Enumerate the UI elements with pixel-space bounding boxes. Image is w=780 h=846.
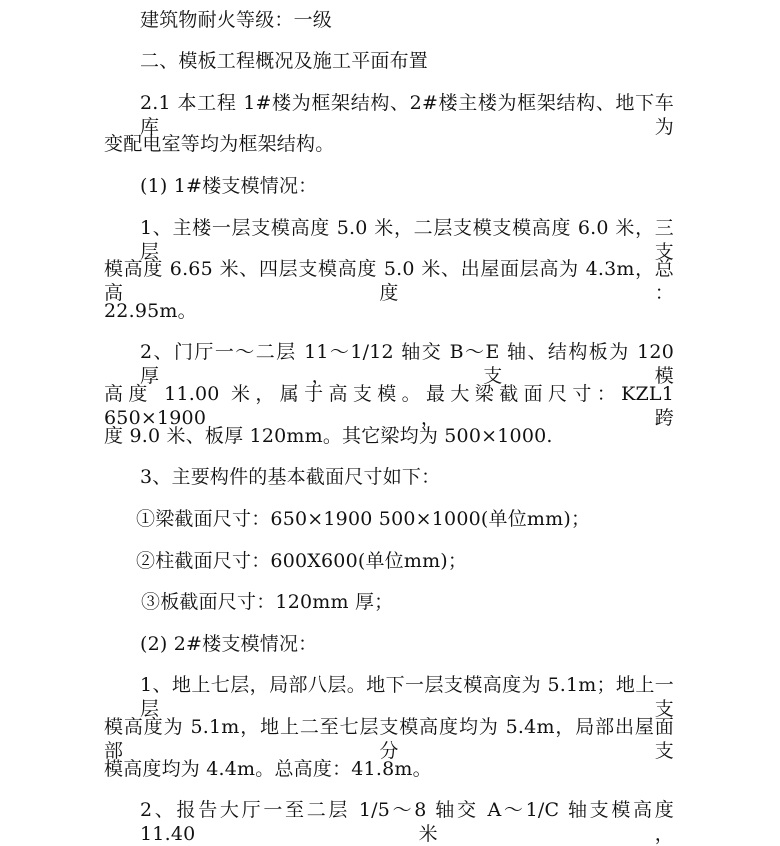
subsection-heading: (2) 2#楼支模情况：	[140, 633, 318, 655]
paragraph-line: 22.95m。	[104, 300, 197, 322]
paragraph-line: 2、报告大厅一至二层 1/5～8 轴交 A～1/C 轴支模高度 11.40 米，	[140, 799, 674, 845]
list-item: ②柱截面尺寸：600X600(单位mm)；	[136, 550, 468, 572]
paragraph-line: 模高度为 5.1m，地上二至七层支模高度均为 5.4m，局部出屋面部分支	[104, 716, 674, 762]
list-item: ①梁截面尺寸：650×1900 500×1000(单位mm)；	[136, 508, 591, 530]
paragraph-line: 变配电室等均为框架结构。	[104, 133, 335, 155]
list-item: ③板截面尺寸：120mm 厚；	[141, 591, 394, 613]
section-heading: 二、模板工程概况及施工平面布置	[140, 50, 429, 72]
paragraph-line: 度 9.0 米、板厚 120mm。其它梁均为 500×1000.	[104, 425, 553, 447]
paragraph-line: 模高度均为 4.4m。总高度：41.8m。	[104, 758, 432, 780]
subsection-heading: (1) 1#楼支模情况：	[140, 175, 318, 197]
paragraph-line: 2.1 本工程 1#楼为框架结构、2#楼主楼为框架结构、地下车库为	[140, 92, 674, 138]
paragraph-line: 1、主楼一层支模高度 5.0 米，二层支模支模高度 6.0 米，三层支	[140, 217, 674, 263]
paragraph-line: 高度 11.00 米，属于高支模。最大梁截面尺寸：KZL1 650×1900，跨	[104, 383, 674, 429]
paragraph-line: 2、门厅一～二层 11～1/12 轴交 B～E 轴、结构板为 120 厚，支模	[140, 341, 674, 387]
paragraph-line: 模高度 6.65 米、四层支模高度 5.0 米、出屋面层高为 4.3m，总高度：	[104, 258, 674, 304]
paragraph-line: 1、地上七层，局部八层。地下一层支模高度为 5.1m；地上一层支	[140, 674, 674, 720]
fire-rating-line: 建筑物耐火等级：一级	[140, 9, 333, 31]
paragraph-line: 3、主要构件的基本截面尺寸如下：	[140, 466, 441, 488]
